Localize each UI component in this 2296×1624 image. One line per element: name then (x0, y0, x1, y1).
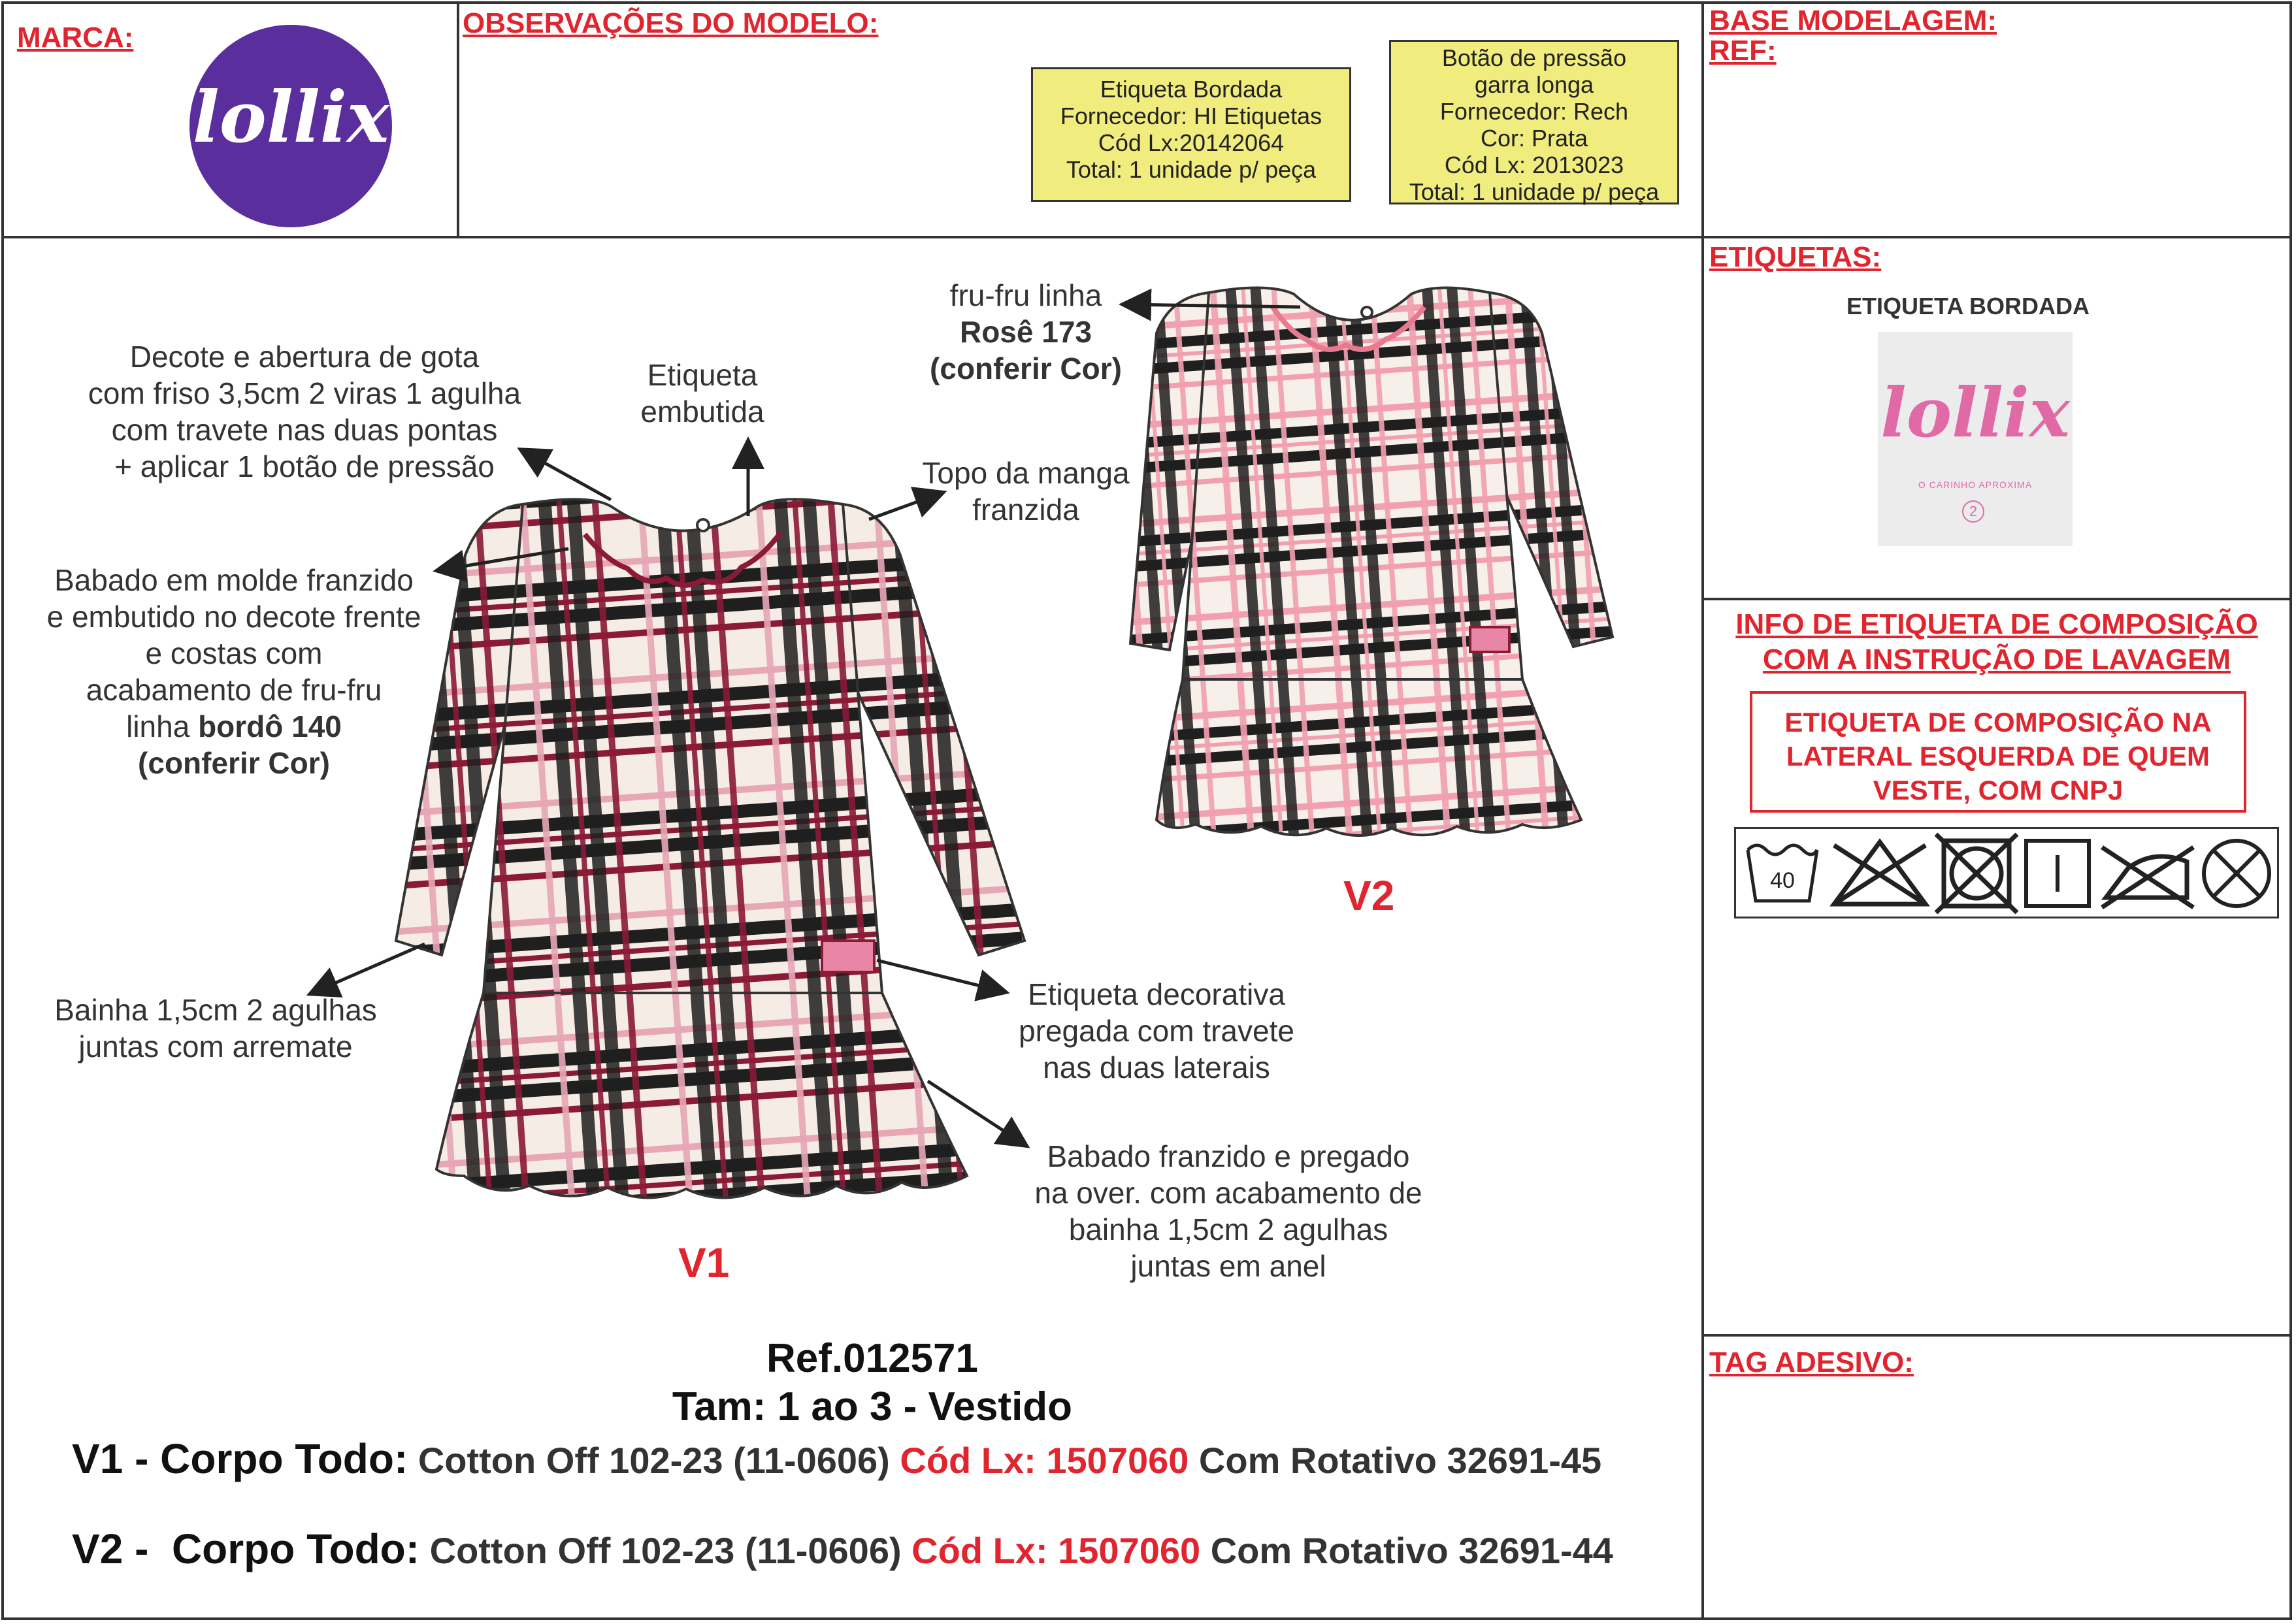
annotation-line: pregada com travete (1019, 1014, 1294, 1048)
dress-v2-skirt (1156, 679, 1581, 836)
note-line: Cód Lx: 2013023 (1444, 152, 1624, 178)
composition-line: LATERAL ESQUERDA DE QUEM (1786, 741, 2210, 771)
spec-v2-tag: V2 (72, 1525, 123, 1572)
ref-label: REF: (1709, 35, 1777, 67)
label-tagline: O CARINHO APROXIMA (1918, 479, 2033, 490)
annotation-line: juntas com arremate (78, 1030, 353, 1064)
annotation-line: embutida (640, 395, 764, 429)
sidebar-divider (1701, 1, 1704, 1620)
annotation-line: franzida (972, 493, 1079, 527)
annotation-line: na over. com acabamento de (1034, 1176, 1422, 1210)
label-number: 2 (1962, 500, 1984, 523)
line-dry-icon (2026, 841, 2089, 906)
no-iron-icon (2102, 847, 2193, 907)
annotation-check: (conferir Cor) (930, 351, 1122, 385)
care-symbols (1734, 827, 2279, 918)
annotation-line: Etiqueta (647, 358, 758, 392)
annotation-line: e embutido no decote frente (46, 600, 421, 634)
annotation-frufru-v2 (889, 277, 1163, 387)
annotation-line: e costas com (145, 636, 323, 670)
annotation-sleeve-top (889, 455, 1163, 528)
annotation-line: bainha 1,5cm 2 agulhas (1068, 1212, 1388, 1246)
annotation-line: juntas em anel (1130, 1249, 1326, 1283)
spec-code: Cód Lx: 1507060 (911, 1530, 1201, 1571)
no-tumble-dry-icon (1936, 834, 2017, 913)
observations-label: OBSERVAÇÕES DO MODELO: (463, 7, 879, 39)
variant-v2-label: V2 (1343, 872, 1395, 919)
spec-code: Cód Lx: 1507060 (900, 1440, 1189, 1481)
care-symbols-svg (1736, 829, 2281, 920)
sidebar-divider-2 (1701, 598, 2292, 600)
note-line: Cód Lx:20142064 (1098, 129, 1285, 156)
annotation-hem (20, 992, 412, 1065)
variant-v1-label: V1 (678, 1239, 730, 1286)
note-line: Fornecedor: HI Etiquetas (1060, 103, 1322, 129)
dress-v1-button (697, 519, 709, 531)
annotation-color: bordô 140 (198, 709, 342, 743)
note-line: Total: 1 unidade p/ peça (1409, 178, 1660, 205)
annotation-text: linha (126, 709, 199, 743)
spec-size: Tam: 1 ao 3 - Vestido (672, 1384, 1073, 1429)
label-logo-text: lollix (1880, 372, 2070, 453)
annotation-line: Babado franzido e pregado (1047, 1139, 1410, 1173)
dress-v1-skirt (436, 993, 967, 1198)
spec-v1-tag: V1 (72, 1435, 123, 1482)
annotation-line: acabamento de fru-fru (86, 673, 382, 707)
spec-part: Corpo Todo: (171, 1525, 420, 1572)
annotation-line: fru-fru linha (949, 278, 1102, 312)
note-line: Total: 1 unidade p/ peça (1066, 156, 1317, 183)
spec-part: Corpo Todo: (160, 1435, 408, 1482)
dress-v2 (1130, 287, 1613, 836)
note-line: Etiqueta Bordada (1100, 76, 1283, 103)
sidebar-divider-1 (1701, 236, 2292, 238)
annotation-line: Topo da manga (922, 456, 1130, 490)
annotation-line: + aplicar 1 botão de pressão (114, 449, 495, 483)
embroidered-label-caption: ETIQUETA BORDADA (1846, 293, 2090, 319)
arrow-hem (312, 944, 425, 993)
composition-line: VESTE, COM CNPJ (1873, 775, 2124, 805)
annotation-decor-label (993, 976, 1320, 1086)
annotation-neckline (63, 338, 546, 485)
dress-v2-decor-label (1470, 627, 1509, 652)
annotation-ruffle-neck (18, 562, 450, 781)
dress-v2-button (1362, 307, 1372, 317)
spec-print: Com Rotativo 32691-45 (1189, 1440, 1602, 1481)
tag-title: TAG ADESIVO: (1709, 1346, 1914, 1378)
note-line: garra longa (1474, 71, 1594, 98)
annotation-color: Rosê 173 (959, 315, 1092, 349)
annotation-line: com friso 3,5cm 2 viras 1 agulha (88, 376, 521, 410)
base-label: BASE MODELAGEM: (1709, 5, 1997, 37)
dress-v1-bodice (484, 499, 882, 993)
composition-line: ETIQUETA DE COMPOSIÇÃO NA (1784, 707, 2212, 738)
brand-logo-text: lollix (192, 76, 389, 159)
brand-label: MARCA: (17, 22, 134, 54)
annotation-line: Babado em molde franzido (54, 563, 414, 597)
annotation-line: com travete nas duas pontas (111, 413, 498, 447)
annotation-line (18, 708, 450, 745)
spec-sep: - (123, 1435, 161, 1482)
dress-v1-decor-label (822, 941, 874, 972)
annotation-label-embedded (614, 357, 791, 430)
composition-title-2: COM A INSTRUÇÃO DE LAVAGEM (1762, 643, 2231, 675)
spec-print: Com Rotativo 32691-44 (1200, 1530, 1613, 1571)
no-dry-clean-icon (2204, 841, 2269, 906)
note-line: Cor: Prata (1480, 125, 1588, 152)
composition-box (1750, 691, 2246, 813)
dress-v1 (396, 499, 1025, 1197)
sidebar-divider-3 (1701, 1334, 2292, 1337)
spec-sep: - (123, 1525, 172, 1572)
annotation-skirt-ruffle (1000, 1138, 1457, 1284)
annotation-line: Decote e abertura de gota (129, 340, 480, 374)
annotation-line: Bainha 1,5cm 2 agulhas (54, 993, 377, 1027)
annotation-line: Etiqueta decorativa (1028, 977, 1285, 1011)
spec-fabric: Cotton Off 102-23 (11-0606) (408, 1440, 900, 1481)
arrow-decor-label (877, 960, 1004, 992)
note-line: Fornecedor: Rech (1439, 98, 1629, 125)
spec-ref: Ref.012571 (766, 1336, 979, 1381)
labels-title: ETIQUETAS: (1709, 241, 1882, 273)
note-line: Botão de pressão (1441, 44, 1627, 71)
spec-v2 (72, 1525, 1613, 1573)
wash-temp-text: 40 (1770, 868, 1795, 893)
no-bleach-icon (1834, 842, 1926, 904)
annotation-check: (conferir Cor) (138, 746, 330, 780)
spec-fabric: Cotton Off 102-23 (11-0606) (419, 1530, 912, 1571)
spec-v1 (72, 1435, 1601, 1483)
annotation-line: nas duas laterais (1043, 1050, 1270, 1084)
composition-title-1: INFO DE ETIQUETA DE COMPOSIÇÃO (1735, 608, 2258, 640)
